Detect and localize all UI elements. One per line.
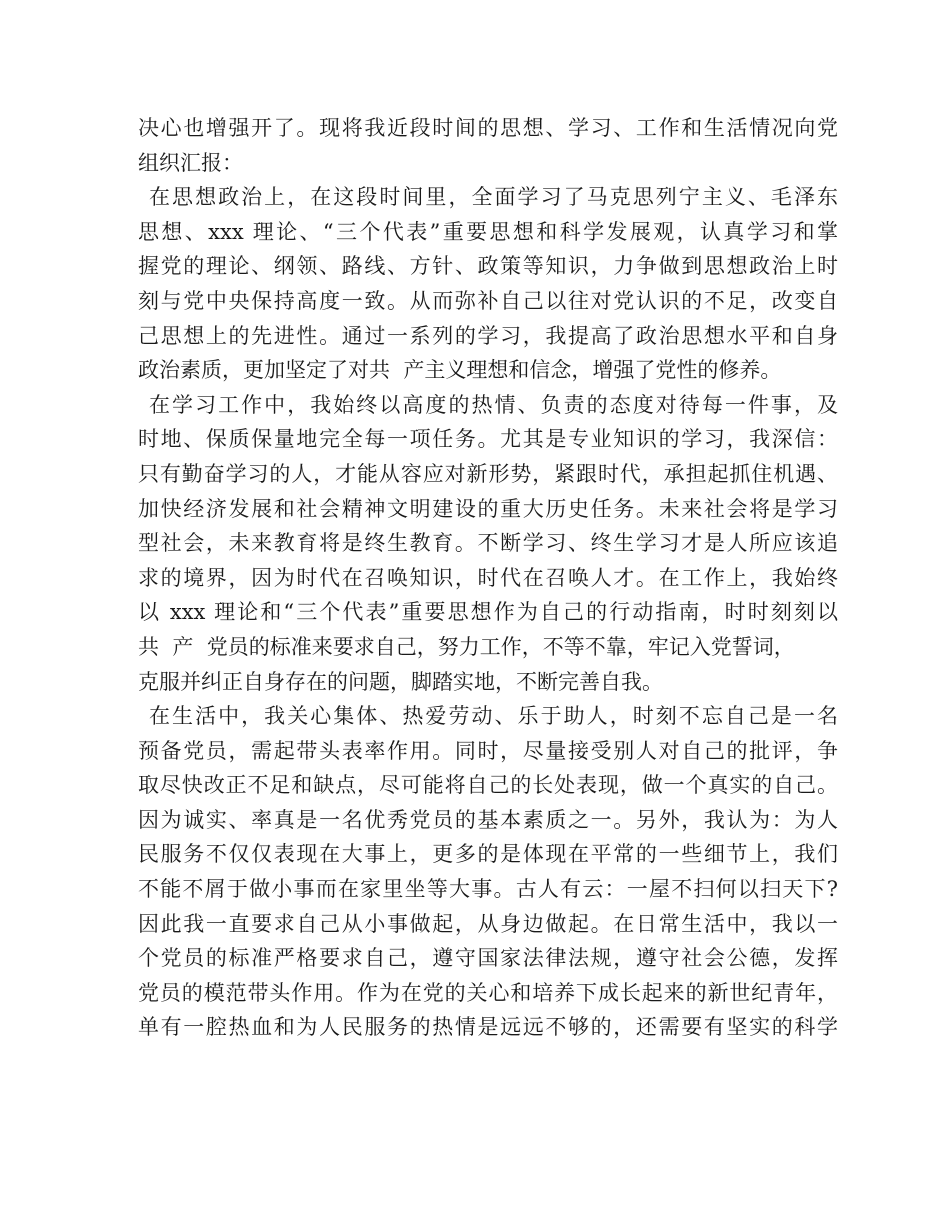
text-line: 不能不屑于做小事而在家里坐等大事。古人有云：一屋不扫何以扫天下? bbox=[138, 877, 838, 902]
text-line: 以 xxx 理论和“三个代表”重要思想作为自己的行动指南，时时刻刻以 bbox=[138, 600, 838, 625]
text-line: 时地、保质保量地完全每一项任务。尤其是专业知识的学习，我深信： bbox=[138, 427, 838, 452]
text-line: 组织汇报： bbox=[138, 150, 243, 175]
text-line: 在学习工作中，我始终以高度的热情、负责的态度对待每一件事，及 bbox=[149, 392, 838, 417]
text-line: 因此我一直要求自己从小事做起，从身边做起。在日常生活中，我以一 bbox=[138, 911, 838, 936]
text-line: 预备党员，需起带头表率作用。同时，尽量接受别人对自己的批评，争 bbox=[138, 738, 838, 763]
text-line: 党员的模范带头作用。作为在党的关心和培养下成长起来的新世纪青年， bbox=[138, 980, 838, 1005]
text-line: 只有勤奋学习的人，才能从容应对新形势，紧跟时代，承担起抓住机遇、 bbox=[138, 461, 838, 486]
text-line: 民服务不仅仅表现在大事上，更多的是体现在平常的一些细节上，我们 bbox=[138, 842, 838, 867]
text-line: 克服并纠正自身存在的问题，脚踏实地，不断完善自我。 bbox=[138, 669, 663, 694]
text-line: 共 产 党员的标准来要求自己，努力工作，不等不靠，牢记入党誓词， bbox=[138, 634, 795, 659]
text-line: 取尽快改正不足和缺点，尽可能将自己的长处表现，做一个真实的自己。 bbox=[138, 773, 838, 798]
text-line: 在生活中，我关心集体、热爱劳动、乐于助人，时刻不忘自己是一名 bbox=[149, 704, 838, 729]
text-line: 刻与党中央保持高度一致。从而弥补自己以往对党认识的不足，改变自 bbox=[138, 288, 838, 313]
text-line: 因为诚实、率真是一名优秀党员的基本素质之一。另外，我认为：为人 bbox=[138, 807, 838, 832]
text-line: 单有一腔热血和为人民服务的热情是远远不够的，还需要有坚实的科学 bbox=[138, 1015, 838, 1040]
text-line: 求的境界，因为时代在召唤知识，时代在召唤人才。在工作上，我始终 bbox=[138, 565, 838, 590]
text-line: 型社会，未来教育将是终生教育。不断学习、终生学习才是人所应该追 bbox=[138, 531, 838, 556]
text-line: 在思想政治上，在这段时间里，全面学习了马克思列宁主义、毛泽东 bbox=[149, 185, 838, 210]
text-line: 决心也增强开了。现将我近段时间的思想、学习、工作和生活情况向党 bbox=[138, 116, 838, 140]
document-body bbox=[138, 111, 838, 1045]
text-line: 己思想上的先进性。通过一系列的学习，我提高了政治思想水平和自身 bbox=[138, 323, 838, 348]
text-line: 个党员的标准严格要求自己，遵守国家法律法规，遵守社会公德，发挥 bbox=[138, 946, 838, 971]
text-line: 握党的理论、纲领、路线、方针、政策等知识，力争做到思想政治上时 bbox=[138, 254, 838, 279]
text-line: 加快经济发展和社会精神文明建设的重大历史任务。未来社会将是学习 bbox=[138, 496, 838, 521]
text-line: 思想、xxx 理论、“三个代表”重要思想和科学发展观，认真学习和掌 bbox=[138, 219, 838, 244]
text-line: 政治素质，更加坚定了对共 产主义理想和信念，增强了党性的修养。 bbox=[138, 358, 782, 383]
